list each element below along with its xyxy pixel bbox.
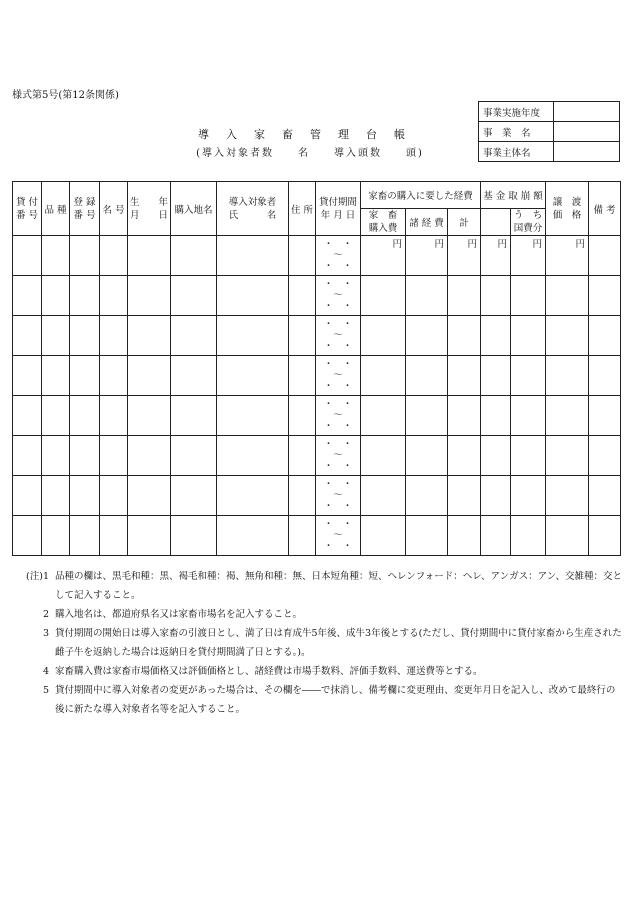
table-cell[interactable]: [589, 356, 621, 396]
table-cell[interactable]: [511, 436, 546, 476]
loan-period-cell[interactable]: [316, 476, 361, 516]
table-cell[interactable]: [13, 476, 42, 516]
period-mark: ・ ・: [323, 341, 353, 352]
table-cell[interactable]: [100, 356, 128, 396]
table-cell[interactable]: [589, 316, 621, 356]
table-row: [13, 356, 621, 396]
table-cell[interactable]: [13, 396, 42, 436]
note-item: 2 購入地名は、都道府県名又は家畜市場名を記入すること。: [42, 609, 303, 620]
table-cell[interactable]: [171, 396, 217, 436]
table-cell[interactable]: [546, 276, 589, 316]
table-cell[interactable]: [589, 396, 621, 436]
table-cell[interactable]: [481, 276, 511, 316]
table-cell[interactable]: [511, 316, 546, 356]
table-cell[interactable]: [128, 396, 171, 436]
table-cell[interactable]: [128, 276, 171, 316]
loan-period-cell[interactable]: [316, 356, 361, 396]
table-cell[interactable]: [100, 236, 128, 276]
loan-period-cell[interactable]: [316, 516, 361, 556]
loan-period-cell[interactable]: [316, 276, 361, 316]
table-cell[interactable]: [448, 276, 481, 316]
table-cell[interactable]: [70, 396, 100, 436]
table-cell[interactable]: [217, 476, 289, 516]
period-mark: 〜: [333, 370, 343, 381]
yen-unit-cell[interactable]: 円: [511, 236, 546, 276]
table-cell[interactable]: [481, 476, 511, 516]
table-cell[interactable]: [289, 356, 316, 396]
table-cell[interactable]: [171, 276, 217, 316]
table-cell[interactable]: [448, 356, 481, 396]
table-cell[interactable]: [70, 516, 100, 556]
table-cell[interactable]: [546, 316, 589, 356]
table-cell[interactable]: [511, 276, 546, 316]
loan-period-cell[interactable]: [316, 396, 361, 436]
table-cell[interactable]: [42, 436, 70, 476]
table-cell[interactable]: [406, 276, 448, 316]
table-cell[interactable]: [70, 276, 100, 316]
table-row: [13, 476, 621, 516]
table-cell[interactable]: [171, 516, 217, 556]
table-cell[interactable]: [546, 396, 589, 436]
table-cell[interactable]: [448, 396, 481, 436]
table-cell[interactable]: [361, 476, 406, 516]
period-mark: ・ ・: [323, 261, 353, 272]
table-cell[interactable]: [128, 476, 171, 516]
col-national-share: う ち 国費分: [511, 209, 546, 236]
period-mark: 〜: [333, 490, 343, 501]
table-cell[interactable]: [128, 236, 171, 276]
yen-unit-cell[interactable]: 円: [406, 236, 448, 276]
table-cell[interactable]: [289, 436, 316, 476]
table-cell[interactable]: [448, 516, 481, 556]
table-cell[interactable]: [100, 276, 128, 316]
table-cell[interactable]: [406, 436, 448, 476]
table-cell[interactable]: [289, 236, 316, 276]
period-mark: ・ ・: [323, 239, 353, 250]
col-purchase-cost: 家 畜 購入費: [361, 209, 406, 236]
table-cell[interactable]: [42, 516, 70, 556]
period-mark: ・ ・: [323, 279, 353, 290]
table-cell[interactable]: [361, 516, 406, 556]
table-cell[interactable]: [128, 316, 171, 356]
table-cell[interactable]: [217, 276, 289, 316]
period-mark: ・ ・: [323, 301, 353, 312]
col-reg-no: 登 録 番 号: [70, 182, 100, 236]
note-item: (注)1 品種の欄は、黒毛和種：黒、褐毛和種：褐、無角和種：無、日本短角種：短、ヘレンフォード：ヘレ、アンガス：アン、交雑種：交として記入すること。: [26, 571, 623, 601]
table-cell[interactable]: [171, 436, 217, 476]
table-cell[interactable]: [546, 516, 589, 556]
table-cell[interactable]: [406, 396, 448, 436]
period-mark: 〜: [333, 330, 343, 341]
table-row: [13, 436, 621, 476]
table-cell[interactable]: [100, 396, 128, 436]
col-fund-blank: [481, 209, 511, 236]
table-cell[interactable]: [100, 316, 128, 356]
table-cell[interactable]: [128, 436, 171, 476]
table-cell[interactable]: [406, 516, 448, 556]
period-mark: 〜: [333, 530, 343, 541]
col-target-person: 導入対象者 氏 名: [217, 182, 289, 236]
table-cell[interactable]: [406, 476, 448, 516]
loan-period-cell[interactable]: [316, 436, 361, 476]
table-row: [13, 236, 621, 276]
info-value[interactable]: [554, 102, 620, 122]
info-label: 事業実施年度: [479, 102, 554, 122]
col-name: 名 号: [100, 182, 128, 236]
col-birth: 生 年 月 日: [128, 182, 171, 236]
info-value[interactable]: [554, 122, 620, 142]
table-cell[interactable]: [42, 396, 70, 436]
period-mark: ・ ・: [323, 479, 353, 490]
loan-period-cell[interactable]: [316, 316, 361, 356]
title-sub: (導入対象者数 名 導入頭数 頭): [196, 148, 424, 159]
table-cell[interactable]: [589, 276, 621, 316]
period-mark: ・ ・: [323, 519, 353, 530]
period-mark: ・ ・: [323, 421, 353, 432]
col-misc-cost: 諸 経 費: [406, 209, 448, 236]
table-cell[interactable]: [361, 276, 406, 316]
table-cell[interactable]: [13, 436, 42, 476]
table-cell[interactable]: [42, 476, 70, 516]
table-row: [13, 276, 621, 316]
info-label: 事 業 名: [479, 122, 554, 142]
table-cell[interactable]: [448, 436, 481, 476]
table-cell[interactable]: [171, 356, 217, 396]
table-row: [13, 516, 621, 556]
note-item: 5 貸付期間中に導入対象者の変更があった場合は、その欄を――で抹消し、備考欄に変更理由、変更年月日を記入し、改めて最終行の後に新たな導入対象者名等を記入すること。: [42, 685, 616, 715]
ledger-title: [160, 126, 460, 159]
table-cell[interactable]: [406, 316, 448, 356]
project-info-table: [478, 101, 620, 162]
info-value[interactable]: [554, 142, 620, 162]
table-cell[interactable]: [42, 276, 70, 316]
table-cell[interactable]: [589, 476, 621, 516]
table-cell[interactable]: [100, 476, 128, 516]
table-cell[interactable]: [481, 516, 511, 556]
table-cell[interactable]: [13, 356, 42, 396]
table-cell[interactable]: [361, 436, 406, 476]
table-cell[interactable]: [100, 436, 128, 476]
table-cell[interactable]: [546, 356, 589, 396]
note-item: 3 貸付期間の開始日は導入家畜の引渡日とし、満了日は育成牛5年後、成牛3年後とする(ただし、貸付期間中に貸付家畜から生産された雌子牛を返納した場合は返納日を貸付期間満了日とする。)。: [42, 628, 622, 658]
table-row: [13, 396, 621, 436]
period-mark: ・ ・: [323, 381, 353, 392]
table-cell[interactable]: [361, 396, 406, 436]
table-cell[interactable]: [217, 356, 289, 396]
table-cell[interactable]: [481, 396, 511, 436]
table-cell[interactable]: [171, 476, 217, 516]
col-group-purchase-cost: 家畜の購入に要した経費: [361, 182, 481, 209]
table-cell[interactable]: [589, 516, 621, 556]
col-loan-no: 貸 付 番 号: [13, 182, 42, 236]
period-mark: ・ ・: [323, 319, 353, 330]
table-cell[interactable]: [42, 356, 70, 396]
table-cell[interactable]: [13, 276, 42, 316]
table-cell[interactable]: [289, 476, 316, 516]
table-cell[interactable]: [217, 516, 289, 556]
table-cell[interactable]: [448, 476, 481, 516]
period-mark: ・ ・: [323, 399, 353, 410]
table-cell[interactable]: [171, 236, 217, 276]
yen-unit-cell[interactable]: 円: [546, 236, 589, 276]
table-cell[interactable]: [100, 516, 128, 556]
table-cell[interactable]: [589, 436, 621, 476]
table-cell[interactable]: [481, 356, 511, 396]
table-cell[interactable]: [13, 516, 42, 556]
ledger-table: [12, 181, 621, 556]
notes-section: [12, 567, 622, 719]
col-remarks: 備 考: [589, 182, 621, 236]
table-cell[interactable]: [511, 356, 546, 396]
table-cell[interactable]: [289, 316, 316, 356]
period-mark: ・ ・: [323, 501, 353, 512]
table-cell[interactable]: [289, 396, 316, 436]
table-cell[interactable]: [70, 316, 100, 356]
period-mark: 〜: [333, 410, 343, 421]
table-cell[interactable]: [128, 356, 171, 396]
table-cell[interactable]: [361, 316, 406, 356]
note-item: 4 家畜購入費は家畜市場価格又は評価価格とし、諸経費は市場手数料、評価手数料、運送費等とする。: [42, 666, 483, 677]
col-loan-period: 貸付期間 年 月 日: [316, 182, 361, 236]
table-cell[interactable]: [289, 516, 316, 556]
col-group-fund: 基 金 取 崩 額: [481, 182, 546, 209]
table-cell[interactable]: [546, 476, 589, 516]
loan-period-cell[interactable]: [316, 236, 361, 276]
period-mark: ・ ・: [323, 461, 353, 472]
table-cell[interactable]: [406, 356, 448, 396]
table-cell[interactable]: [481, 436, 511, 476]
table-cell[interactable]: [13, 316, 42, 356]
col-total: 計: [448, 209, 481, 236]
period-mark: 〜: [333, 250, 343, 261]
table-cell[interactable]: [42, 316, 70, 356]
yen-unit-cell[interactable]: 円: [448, 236, 481, 276]
table-cell[interactable]: [289, 276, 316, 316]
table-cell[interactable]: [70, 436, 100, 476]
table-cell[interactable]: [217, 436, 289, 476]
period-mark: ・ ・: [323, 359, 353, 370]
table-cell[interactable]: [217, 396, 289, 436]
table-cell[interactable]: [217, 236, 289, 276]
table-cell[interactable]: [70, 476, 100, 516]
yen-unit-cell[interactable]: 円: [361, 236, 406, 276]
table-row: [13, 316, 621, 356]
table-cell[interactable]: [511, 396, 546, 436]
info-label: 事業主体名: [479, 142, 554, 162]
table-cell[interactable]: [481, 316, 511, 356]
col-purchase-place: 購入地名: [171, 182, 217, 236]
table-cell[interactable]: [217, 316, 289, 356]
yen-unit-cell[interactable]: 円: [481, 236, 511, 276]
table-cell[interactable]: [589, 236, 621, 276]
table-cell[interactable]: [448, 316, 481, 356]
table-cell[interactable]: [546, 436, 589, 476]
table-cell[interactable]: [70, 356, 100, 396]
period-mark: ・ ・: [323, 439, 353, 450]
col-address: 住 所: [289, 182, 316, 236]
title-main: 導入家畜管理台帳: [198, 128, 422, 141]
table-cell[interactable]: [171, 316, 217, 356]
period-mark: 〜: [333, 290, 343, 301]
period-mark: ・ ・: [323, 541, 353, 552]
form-number: 様式第5号(第12条関係): [12, 90, 119, 101]
col-transfer-price: 譲 渡 価 格: [546, 182, 589, 236]
period-mark: 〜: [333, 450, 343, 461]
col-breed: 品 種: [42, 182, 70, 236]
table-cell[interactable]: [361, 356, 406, 396]
table-cell[interactable]: [70, 236, 100, 276]
table-cell[interactable]: [13, 236, 42, 276]
table-cell[interactable]: [511, 516, 546, 556]
table-cell[interactable]: [42, 236, 70, 276]
table-cell[interactable]: [511, 476, 546, 516]
table-cell[interactable]: [128, 516, 171, 556]
